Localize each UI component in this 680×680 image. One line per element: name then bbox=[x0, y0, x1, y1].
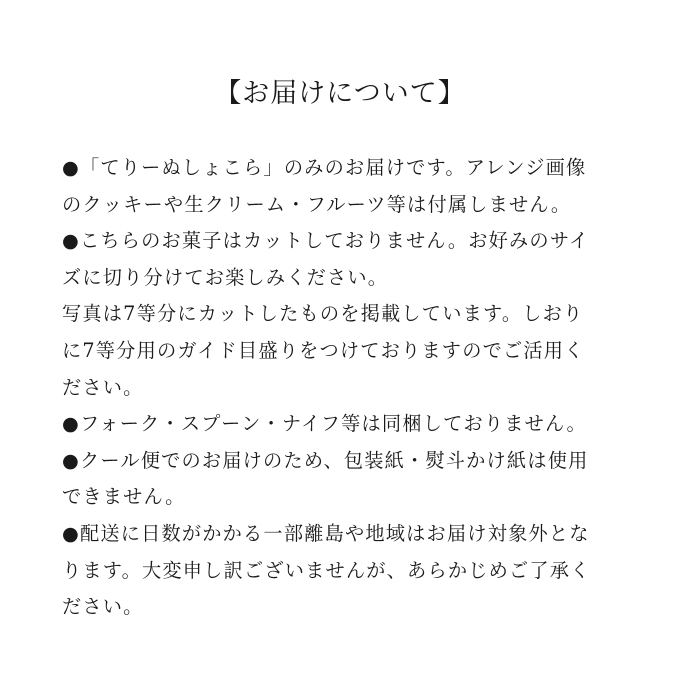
note-line: ●「てりーぬしょこら」のみのお届けです。アレンジ画像 bbox=[62, 156, 587, 179]
note-line: 写真は7等分にカットしたものを掲載しています。しおり bbox=[62, 302, 584, 326]
note-line: ●フォーク・スプーン・ナイフ等は同梱しておりません。 bbox=[62, 412, 587, 436]
note-line: ●こちらのお菓子はカットしておりません。お好みのサイ bbox=[62, 229, 590, 253]
note-line: ●クール便でのお届けのため、包装紙・熨斗かけ紙は使用 bbox=[62, 448, 589, 472]
note-line: のクッキーや生クリーム・フルーツ等は付属しません。 bbox=[62, 192, 572, 216]
note-line: ります。大変申し訳ございませんが、あらかじめご了承く bbox=[62, 558, 591, 582]
note-line: に7等分用のガイド目盛りをつけておりますのでご活用く bbox=[62, 338, 585, 362]
note-line: ●配送に日数がかかる一部離島や地域はお届け対象外とな bbox=[62, 521, 590, 545]
page-title: 【お届けについて】 bbox=[214, 78, 466, 109]
note-line: ださい。 bbox=[62, 375, 144, 399]
delivery-notes bbox=[62, 150, 642, 626]
note-line: ズに切り分けてお楽しみください。 bbox=[62, 265, 389, 289]
note-line: できません。 bbox=[62, 485, 186, 509]
note-line: ださい。 bbox=[62, 595, 144, 619]
